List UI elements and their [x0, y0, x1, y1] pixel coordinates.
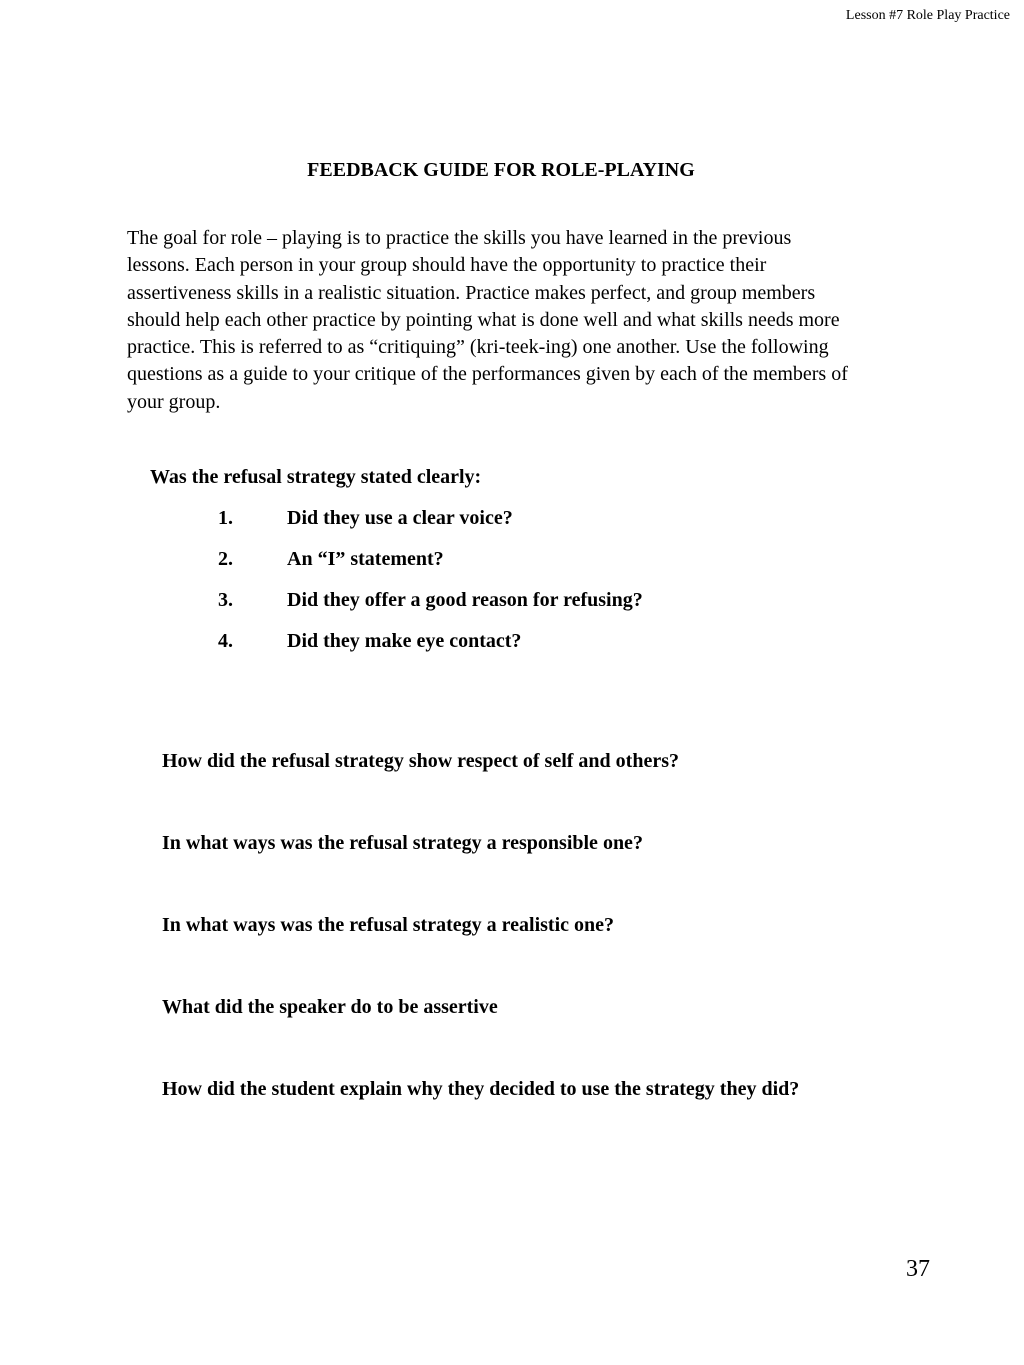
feedback-question: In what ways was the refusal strategy a responsible one? [162, 832, 643, 854]
intro-line: should help each other practice by pointing what is done well and what skills needs more [127, 308, 840, 331]
checklist-item [218, 628, 643, 669]
intro-line: The goal for role – playing is to practice the skills you have learned in the previous [127, 227, 792, 249]
running-header: Lesson #7 Role Play Practice [845, 8, 1010, 23]
intro-line: assertiveness skills in a realistic situation. Practice makes perfect, and group members [127, 281, 816, 304]
feedback-question: What did the speaker do to be assertive [162, 996, 498, 1018]
document-title: FEEDBACK GUIDE FOR ROLE-PLAYING [307, 159, 695, 181]
checklist-text: Did they make eye contact? [287, 630, 522, 652]
checklist-text: An “I” statement? [287, 548, 444, 570]
checklist-number: 2. [218, 548, 233, 570]
clarity-checklist [218, 505, 643, 669]
checklist-text: Did they use a clear voice? [287, 507, 513, 529]
checklist-number: 3. [218, 589, 233, 611]
section-heading: Was the refusal strategy stated clearly: [150, 466, 482, 488]
intro-paragraph [127, 225, 959, 416]
checklist-number: 1. [218, 507, 233, 529]
checklist-text: Did they offer a good reason for refusing? [287, 589, 643, 611]
feedback-question: How did the student explain why they decided to use the strategy they did? [162, 1078, 800, 1100]
checklist-item [218, 587, 643, 628]
page-number: 37 [906, 1256, 930, 1282]
checklist-item [218, 505, 643, 546]
feedback-question: In what ways was the refusal strategy a realistic one? [162, 914, 615, 936]
intro-line: your group. [127, 390, 221, 413]
checklist-item [218, 546, 643, 587]
intro-line: practice. This is referred to as “critiquing” (kri-teek-ing) one another. Use the following [127, 336, 829, 359]
intro-line: lessons. Each person in your group should have the opportunity to practice their [127, 254, 767, 277]
intro-line: questions as a guide to your critique of the performances given by each of the members of [127, 363, 848, 386]
checklist-number: 4. [218, 630, 233, 652]
feedback-question: How did the refusal strategy show respect of self and others? [162, 750, 680, 772]
